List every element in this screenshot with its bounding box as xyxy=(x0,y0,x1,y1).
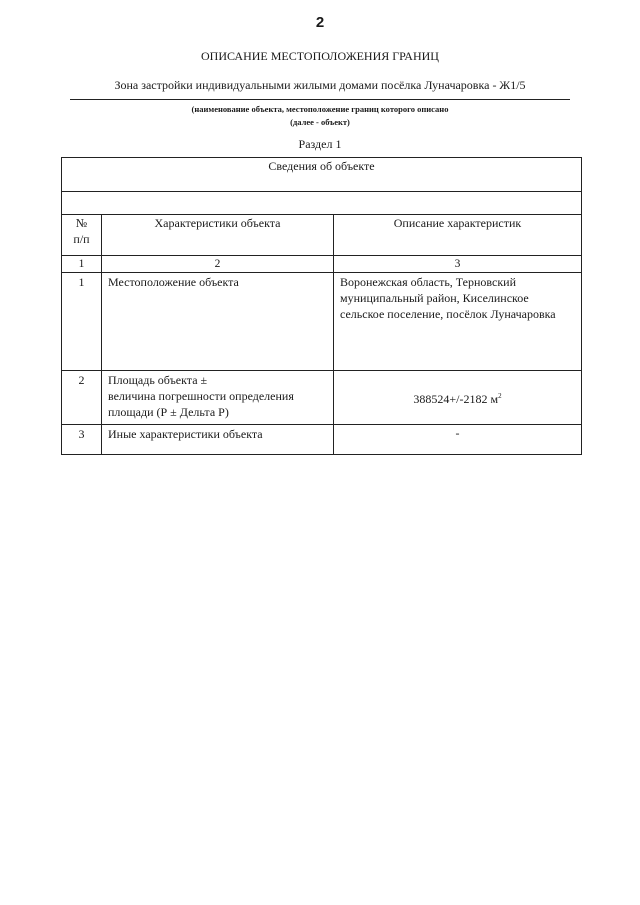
table-title: Сведения об объекте xyxy=(62,158,582,192)
row-description xyxy=(334,371,582,425)
object-info-table xyxy=(61,157,582,455)
page-number: 2 xyxy=(315,14,325,31)
row-characteristic: Местоположение объекта xyxy=(102,273,334,371)
header-description: Описание характеристик xyxy=(334,215,582,256)
header-num-line-2: п/п xyxy=(73,232,90,246)
row-characteristic-line-1: Площадь объекта ± xyxy=(108,373,208,387)
object-caption-line-2: (далее - объект) xyxy=(290,117,350,127)
header-num-line-1: № xyxy=(75,216,88,230)
row-description: - xyxy=(334,425,582,455)
object-name-underline xyxy=(70,99,570,100)
table-column-numbers-row xyxy=(62,256,582,273)
object-caption xyxy=(70,103,570,129)
table-row xyxy=(62,425,582,455)
row-num: 3 xyxy=(62,425,102,455)
area-value: 388524+/-2182 м xyxy=(413,392,499,406)
column-number: 3 xyxy=(334,256,582,273)
object-caption-line-1: (наименование объекта, местоположение границ которого описано xyxy=(191,104,449,114)
row-characteristic: Иные характеристики объекта xyxy=(102,425,334,455)
header-characteristics: Характеристики объекта xyxy=(102,215,334,256)
column-number: 2 xyxy=(102,256,334,273)
column-number: 1 xyxy=(62,256,102,273)
row-num: 1 xyxy=(62,273,102,371)
table-empty-cell xyxy=(62,192,582,215)
document-title: ОПИСАНИЕ МЕСТОПОЛОЖЕНИЯ ГРАНИЦ xyxy=(201,49,439,63)
table-title-row xyxy=(62,158,582,192)
row-characteristic xyxy=(102,371,334,425)
area-unit-exponent: 2 xyxy=(498,392,502,400)
table-empty-row xyxy=(62,192,582,215)
table-row xyxy=(62,273,582,371)
section-label: Раздел 1 xyxy=(298,137,342,151)
row-num: 2 xyxy=(62,371,102,425)
row-description: Воронежская область, Терновский муниципальный район, Киселинское сельское поселение, посёлок Луначаровка xyxy=(334,273,582,371)
row-characteristic-line-2: величина погрешности определения площади (Р ± Дельта Р) xyxy=(108,389,294,419)
table-header-row xyxy=(62,215,582,256)
object-name: Зона застройки индивидуальными жилыми домами посёлка Луначаровка - Ж1/5 xyxy=(114,78,526,92)
table-row xyxy=(62,371,582,425)
header-num xyxy=(62,215,102,256)
